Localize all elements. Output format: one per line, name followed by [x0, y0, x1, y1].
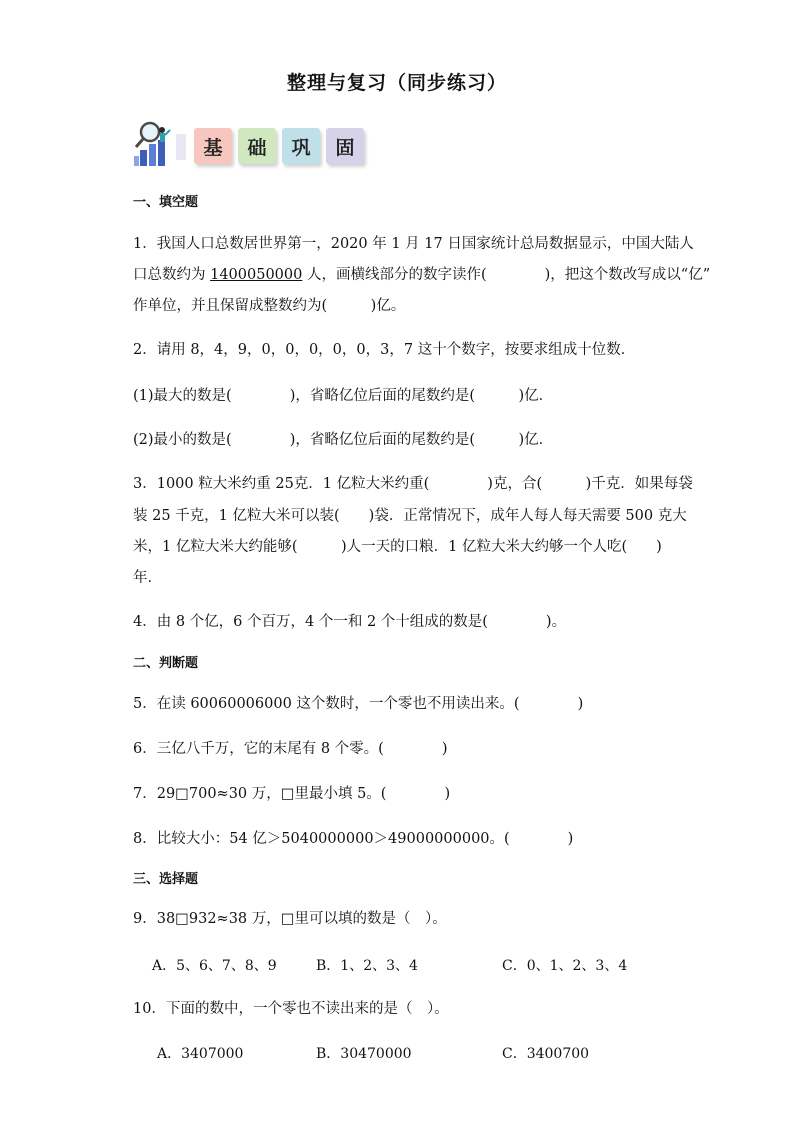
section-heading-choice: 三、选择题 [133, 872, 199, 887]
q8-stem: 8．比较大小：54 亿＞5040000000＞49000000000。( ) [133, 831, 574, 847]
q1-underlined-number: 1400050000 [210, 267, 303, 283]
magnifier-bar-chart-person-icon [132, 120, 188, 168]
q9-stem: 9．38□932≈38 万，□里可以填的数是（ ）。 [133, 911, 447, 927]
q9-option-b[interactable]: B．1、2、3、4 [316, 958, 418, 974]
q1-line-2-end: 人，画横线部分的数字读作( )，把这个数改写成以“亿” [302, 267, 711, 283]
banner-tile-gu: 固 [326, 128, 364, 164]
section-heading-judge: 二、判断题 [133, 656, 199, 671]
section-banner [132, 120, 372, 168]
q3-line-4: 年． [133, 570, 162, 586]
q9-option-a[interactable]: A．5、6、7、8、9 [152, 958, 277, 974]
q10-option-c[interactable]: C．3400700 [502, 1046, 590, 1062]
q2-stem: 2．请用 8，4，9，0，0，0，0，0，3，7 这十个数字，按要求组成十位数． [133, 342, 636, 358]
q1-line-1: 1．我国人口总数居世界第一，2020 年 1 月 17 日国家统计总局数据显示，中国大陆人 [133, 236, 694, 252]
section-heading-fill: 一、填空题 [133, 195, 199, 210]
q7-stem: 7．29□700≈30 万，□里最小填 5。( ) [133, 786, 451, 802]
q10-stem: 10．下面的数中，一个零也不读出来的是（ ）。 [133, 1001, 449, 1017]
page-title: 整理与复习（同步练习） [286, 72, 507, 94]
q3-line-1: 3．1000 粒大米约重 25克．1 亿粒大米约重( )克，合( )千克．如果每袋 [133, 476, 693, 492]
q2-part-1: (1)最大的数是( )，省略亿位后面的尾数约是( )亿． [133, 388, 554, 404]
q1-line-3: 作单位，并且保留成整数约为( )亿。 [133, 298, 406, 314]
banner-tile-ji: 基 [194, 128, 232, 164]
q3-line-3: 米，1 亿粒大米大约能够( )人一天的口粮．1 亿粒大米大约够一个人吃( ) [133, 539, 662, 555]
banner-tile-chu: 础 [238, 128, 276, 164]
banner-tile-gong: 巩 [282, 128, 320, 164]
q1-line-2 [133, 265, 710, 285]
q2-part-2: (2)最小的数是( )，省略亿位后面的尾数约是( )亿． [133, 432, 554, 448]
q4-stem: 4．由 8 个亿，6 个百万，4 个一和 2 个十组成的数是( )。 [133, 614, 567, 630]
q3-line-2: 装 25 千克，1 亿粒大米可以装( )袋．正常情况下，成年人每人每天需要 500 克大 [133, 508, 687, 524]
q10-option-b[interactable]: B．30470000 [316, 1046, 412, 1062]
q5-stem: 5．在读 60060006000 这个数时，一个零也不用读出来。( ) [133, 696, 584, 712]
q9-option-c[interactable]: C．0、1、2、3、4 [502, 958, 628, 974]
q6-stem: 6．三亿八千万，它的末尾有 8 个零。( ) [133, 741, 448, 757]
q1-line-2-start: 口总数约为 [133, 267, 211, 283]
q10-option-a[interactable]: A．3407000 [157, 1046, 244, 1062]
